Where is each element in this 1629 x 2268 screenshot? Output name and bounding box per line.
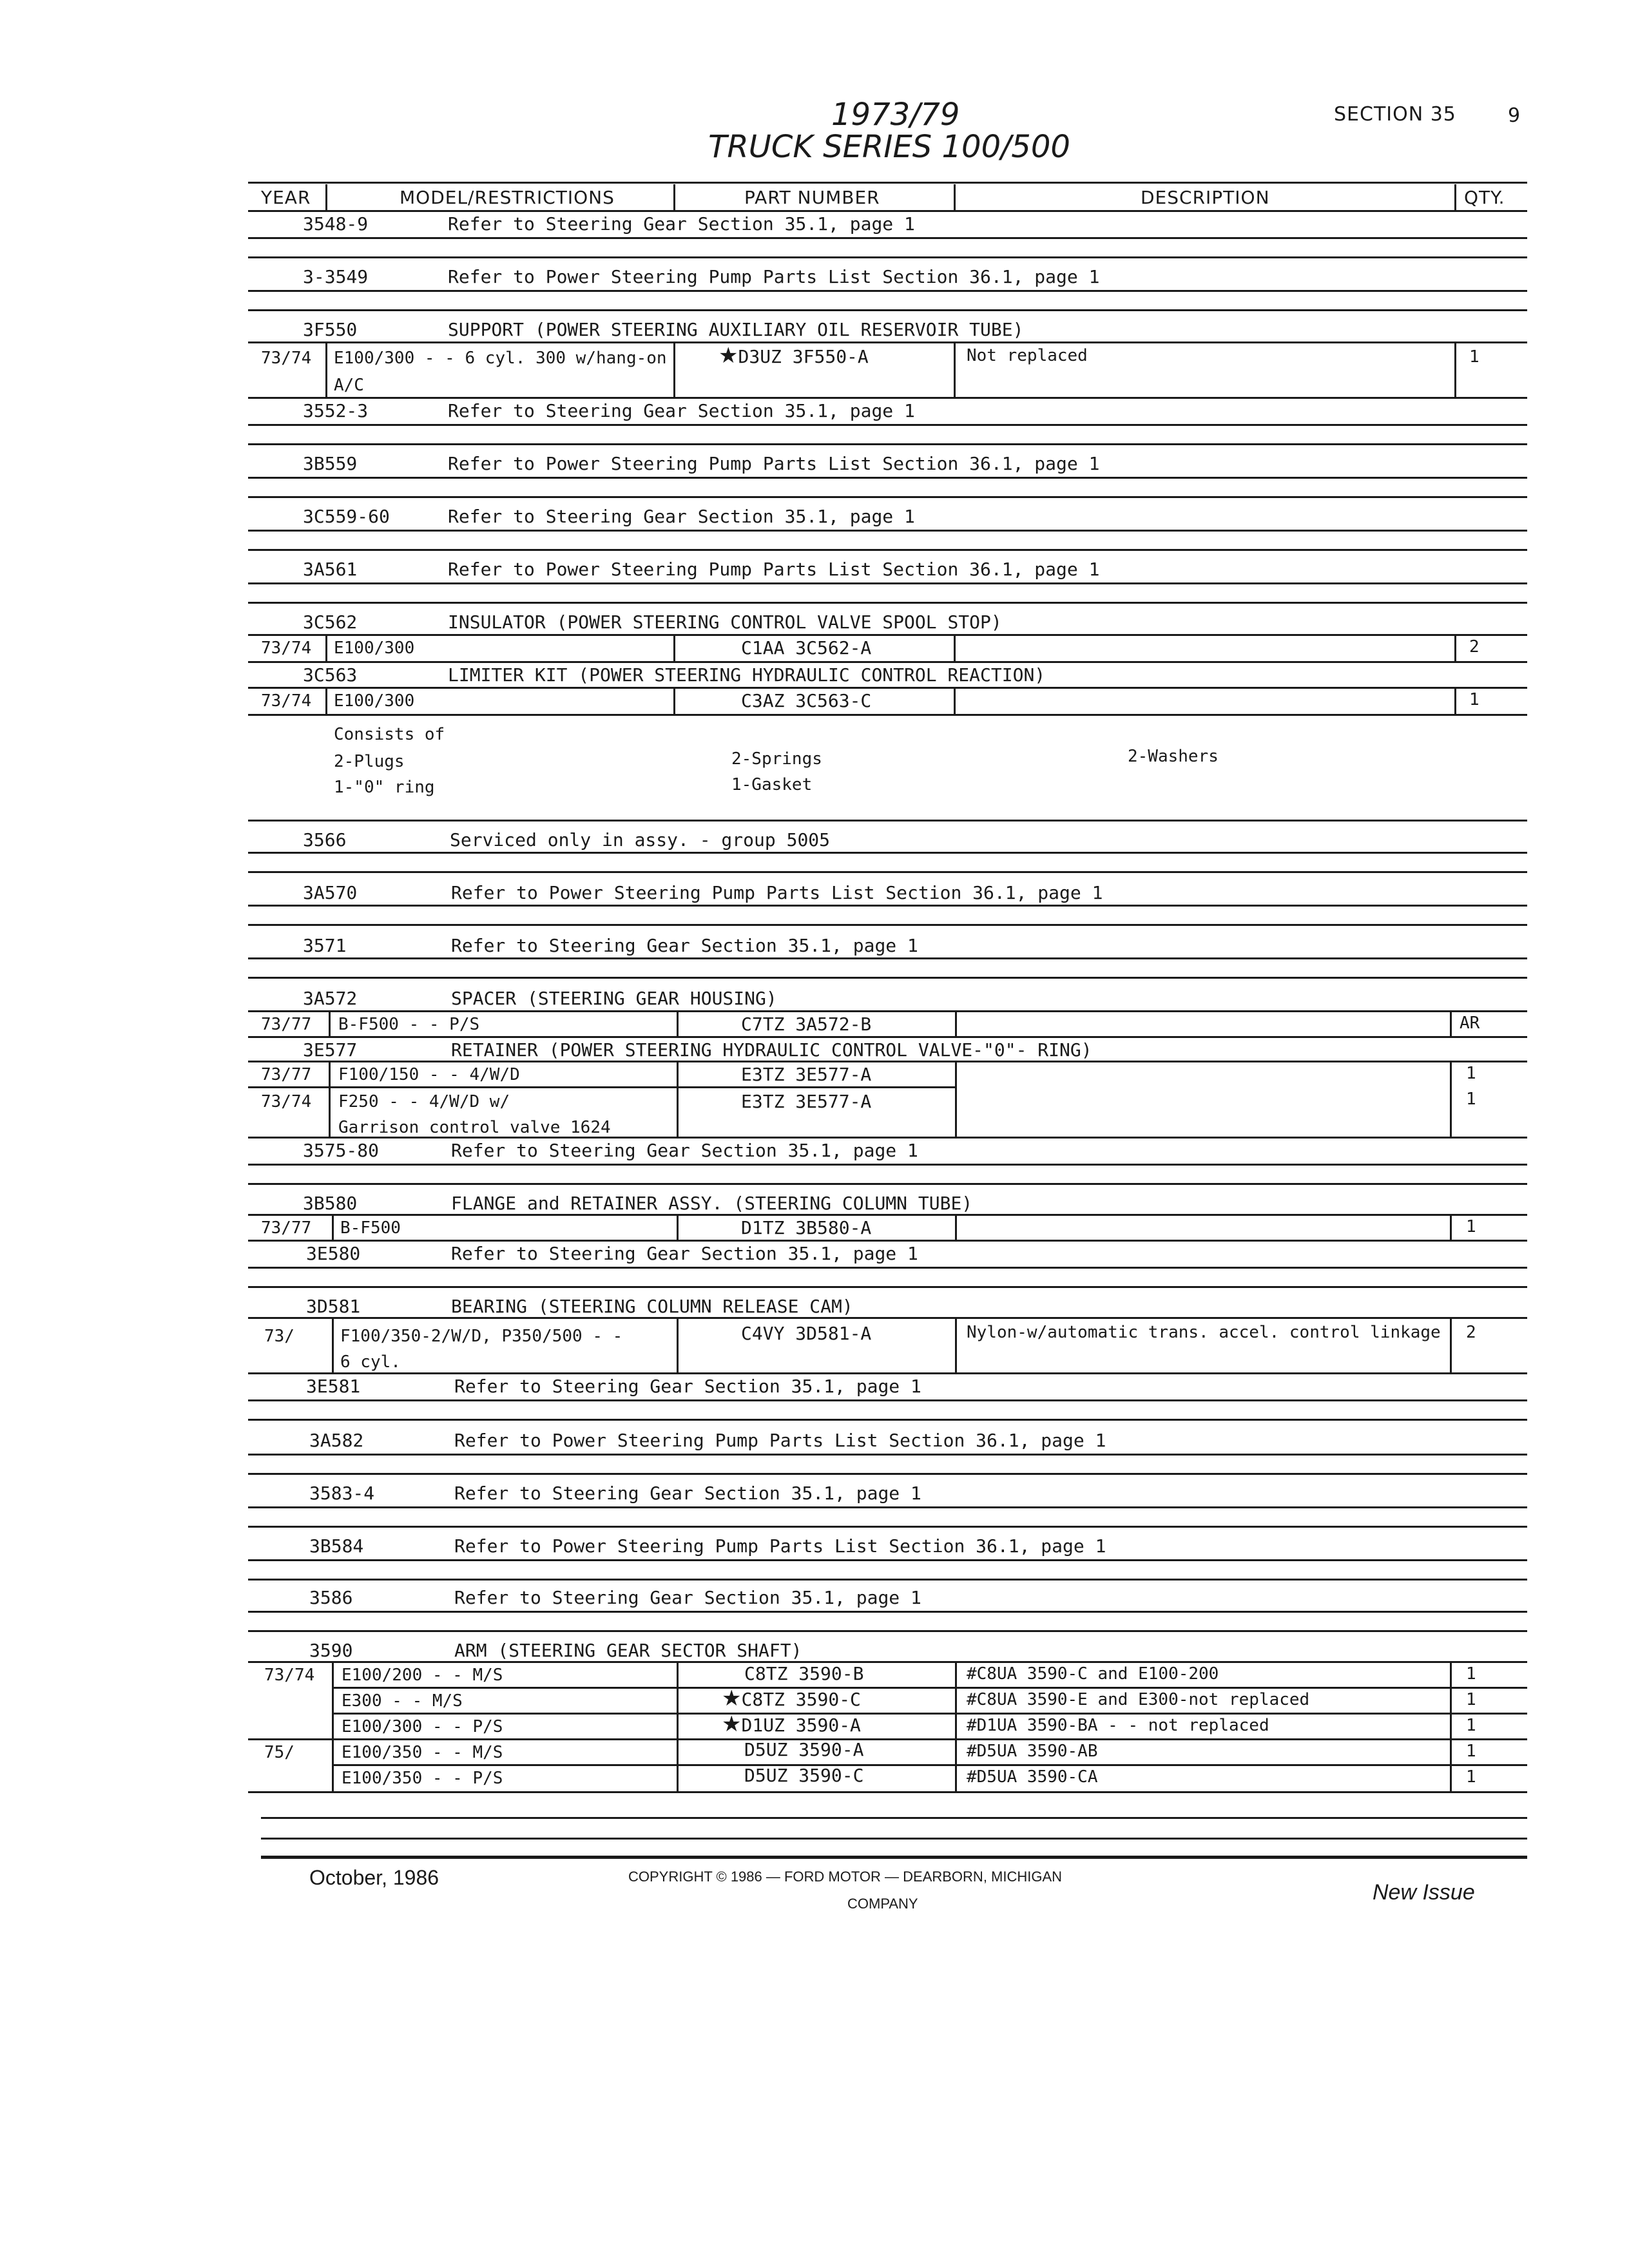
row-qty: 1 xyxy=(1469,347,1480,367)
group-title: Refer to Steering Gear Section 35.1, page 1 xyxy=(448,400,915,421)
row-model: B-F500 - - P/S xyxy=(338,1015,480,1034)
row-part-number: E3TZ 3E577-A xyxy=(741,1091,872,1112)
row-qty: 1 xyxy=(1466,1690,1476,1709)
row-year: 73/ xyxy=(264,1327,294,1346)
row-year: 75/ xyxy=(264,1743,294,1762)
row-description: #D5UA 3590-AB xyxy=(967,1742,1098,1761)
row-qty: 2 xyxy=(1469,637,1480,657)
footer-company: COMPANY xyxy=(847,1896,918,1912)
group-title: Refer to Power Steering Pump Parts List Section 36.1, page 1 xyxy=(448,453,1100,474)
basic-part-number: 3F550 xyxy=(303,319,358,340)
row-model: E100/300 - - 6 cyl. 300 w/hang-on xyxy=(334,349,667,368)
row-qty: AR xyxy=(1460,1014,1480,1033)
row-part-number: D5UZ 3590-A xyxy=(744,1739,864,1760)
basic-part-number: 3590 xyxy=(309,1640,353,1661)
row-qty: 1 xyxy=(1466,1090,1476,1109)
group-title: SUPPORT (POWER STEERING AUXILIARY OIL RESERVOIR TUBE) xyxy=(448,319,1024,340)
group-title: Refer to Power Steering Pump Parts List Section 36.1, page 1 xyxy=(448,266,1100,287)
kit-component: 2-Plugs xyxy=(334,752,405,771)
group-title: ARM (STEERING GEAR SECTOR SHAFT) xyxy=(454,1640,802,1661)
col-header-part-number: PART NUMBER xyxy=(744,187,880,208)
row-part-number: D1TZ 3B580-A xyxy=(741,1217,872,1238)
row-model: F100/350-2/W/D, P350/500 - - xyxy=(340,1327,623,1346)
col-header-qty: QTY. xyxy=(1464,187,1505,208)
row-model-cont: Garrison control valve 1624 xyxy=(338,1118,611,1137)
basic-part-number: 3B580 xyxy=(303,1193,358,1214)
table-top-rule xyxy=(248,182,1527,184)
row-year: 73/74 xyxy=(264,1666,315,1685)
row-part-number: D5UZ 3590-C xyxy=(744,1765,864,1786)
row-model: E300 - - M/S xyxy=(342,1691,463,1711)
basic-part-number: 3D581 xyxy=(306,1296,361,1317)
page-number: 9 xyxy=(1508,104,1521,127)
row-year: 73/74 xyxy=(261,1092,312,1111)
group-title: Refer to Steering Gear Section 35.1, page 1 xyxy=(454,1587,921,1608)
basic-part-number: 3E577 xyxy=(303,1039,358,1061)
row-year: 73/74 xyxy=(261,639,312,658)
col-header-description: DESCRIPTION xyxy=(1141,187,1270,208)
group-title: BEARING (STEERING COLUMN RELEASE CAM) xyxy=(451,1296,853,1317)
col-header-year: YEAR xyxy=(261,187,311,208)
group-title: Refer to Steering Gear Section 35.1, page 1 xyxy=(454,1483,921,1504)
basic-part-number: 3A570 xyxy=(303,882,358,903)
row-model: E100/300 - - P/S xyxy=(342,1717,503,1736)
kit-consists-label: Consists of xyxy=(334,725,445,744)
row-model: F100/150 - - 4/W/D xyxy=(338,1065,520,1084)
group-title: Refer to Power Steering Pump Parts List Section 36.1, page 1 xyxy=(448,559,1100,580)
group-title: FLANGE and RETAINER ASSY. (STEERING COLUMN TUBE) xyxy=(451,1193,973,1214)
group-title: Refer to Power Steering Pump Parts List Section 36.1, page 1 xyxy=(451,882,1103,903)
row-part-number: ★D1UZ 3590-A xyxy=(722,1711,861,1737)
row-qty: 1 xyxy=(1466,1742,1476,1761)
row-model: E100/300 xyxy=(334,639,415,658)
row-year: 73/77 xyxy=(261,1015,312,1034)
star-icon: ★ xyxy=(718,343,738,369)
basic-part-number: 3548-9 xyxy=(303,213,369,235)
row-qty: 2 xyxy=(1466,1323,1476,1342)
row-model: B-F500 xyxy=(340,1218,401,1238)
row-model-cont: A/C xyxy=(334,376,364,395)
row-part-number: C8TZ 3590-B xyxy=(744,1663,864,1684)
group-title: RETAINER (POWER STEERING HYDRAULIC CONTROL VALVE-"0"- RING) xyxy=(451,1039,1092,1061)
row-model: E100/350 - - P/S xyxy=(342,1769,503,1788)
row-description: #D1UA 3590-BA - - not replaced xyxy=(967,1716,1269,1735)
row-part-number: C3AZ 3C563-C xyxy=(741,690,872,711)
row-model: E100/300 xyxy=(334,691,415,711)
group-title: SPACER (STEERING GEAR HOUSING) xyxy=(451,988,777,1009)
row-model: F250 - - 4/W/D w/ xyxy=(338,1092,510,1111)
row-description: #C8UA 3590-C and E100-200 xyxy=(967,1664,1219,1684)
group-title: Refer to Power Steering Pump Parts List Section 36.1, page 1 xyxy=(454,1535,1106,1557)
footer-date: October, 1986 xyxy=(309,1866,439,1889)
row-part-number: ★C8TZ 3590-C xyxy=(722,1686,861,1711)
basic-part-number: 3571 xyxy=(303,935,347,956)
group-title: Refer to Steering Gear Section 35.1, page 1 xyxy=(448,213,915,235)
group-title: Refer to Power Steering Pump Parts List Section 36.1, page 1 xyxy=(454,1430,1106,1451)
row-part-number: C4VY 3D581-A xyxy=(741,1323,872,1344)
kit-component: 2-Washers xyxy=(1128,747,1219,766)
row-qty: 1 xyxy=(1469,690,1480,709)
basic-part-number: 3A561 xyxy=(303,559,358,580)
row-part-number: ★D3UZ 3F550-A xyxy=(718,343,869,369)
row-qty: 1 xyxy=(1466,1664,1476,1684)
row-year: 73/74 xyxy=(261,349,312,368)
star-icon: ★ xyxy=(722,1686,742,1711)
kit-component: 1-"0" ring xyxy=(334,778,435,797)
row-model: E100/200 - - M/S xyxy=(342,1666,503,1685)
basic-part-number: 3C562 xyxy=(303,611,358,633)
group-title: Refer to Steering Gear Section 35.1, page 1 xyxy=(454,1376,921,1397)
row-year: 73/74 xyxy=(261,691,312,711)
row-part-number: C1AA 3C562-A xyxy=(741,637,872,658)
basic-part-number: 3E580 xyxy=(306,1243,361,1264)
row-qty: 1 xyxy=(1466,1767,1476,1787)
basic-part-number: 3-3549 xyxy=(303,266,369,287)
row-model: E100/350 - - M/S xyxy=(342,1743,503,1762)
star-icon: ★ xyxy=(722,1711,742,1737)
basic-part-number: 3A572 xyxy=(303,988,358,1009)
kit-component: 1-Gasket xyxy=(731,775,813,794)
group-title: Serviced only in assy. - group 5005 xyxy=(450,829,831,850)
basic-part-number: 3552-3 xyxy=(303,400,369,421)
basic-part-number: 3566 xyxy=(303,829,347,850)
row-model-cont: 6 cyl. xyxy=(340,1352,401,1372)
row-qty: 1 xyxy=(1466,1064,1476,1083)
page-header-years: 1973/79 xyxy=(831,97,960,133)
kit-component: 2-Springs xyxy=(731,749,822,769)
group-title: INSULATOR (POWER STEERING CONTROL VALVE SPOOL STOP) xyxy=(448,611,1002,633)
basic-part-number: 3583-4 xyxy=(309,1483,375,1504)
row-description: #D5UA 3590-CA xyxy=(967,1767,1098,1787)
group-title: LIMITER KIT (POWER STEERING HYDRAULIC CONTROL REACTION) xyxy=(448,664,1046,686)
group-title: Refer to Steering Gear Section 35.1, page 1 xyxy=(451,1243,918,1264)
basic-part-number: 3C559-60 xyxy=(303,506,390,527)
group-title: Refer to Steering Gear Section 35.1, page 1 xyxy=(448,506,915,527)
row-description: Nylon-w/automatic trans. accel. control linkage xyxy=(967,1323,1441,1342)
footer-status: New Issue xyxy=(1373,1880,1475,1905)
basic-part-number: 3E581 xyxy=(306,1376,361,1397)
footer-copyright: COPYRIGHT © 1986 — FORD MOTOR — DEARBORN, MICHIGAN xyxy=(628,1869,1063,1885)
col-header-model: MODEL/RESTRICTIONS xyxy=(400,187,615,208)
row-qty: 1 xyxy=(1466,1217,1476,1236)
row-description: Not replaced xyxy=(967,346,1088,365)
row-qty: 1 xyxy=(1466,1716,1476,1735)
basic-part-number: 3C563 xyxy=(303,664,358,686)
group-title: Refer to Steering Gear Section 35.1, page 1 xyxy=(451,935,918,956)
basic-part-number: 3B559 xyxy=(303,453,358,474)
row-year: 73/77 xyxy=(261,1065,312,1084)
footer-rule xyxy=(261,1856,1527,1859)
section-label: SECTION 35 xyxy=(1334,103,1456,126)
basic-part-number: 3575-80 xyxy=(303,1140,380,1161)
basic-part-number: 3A582 xyxy=(309,1430,364,1451)
row-part-number: E3TZ 3E577-A xyxy=(741,1064,872,1085)
row-description: #C8UA 3590-E and E300-not replaced xyxy=(967,1690,1310,1709)
row-part-number: C7TZ 3A572-B xyxy=(741,1014,872,1035)
row-year: 73/77 xyxy=(261,1218,312,1238)
group-title: Refer to Steering Gear Section 35.1, page 1 xyxy=(451,1140,918,1161)
basic-part-number: 3586 xyxy=(309,1587,353,1608)
page-title: TRUCK SERIES 100/500 xyxy=(708,129,1070,165)
basic-part-number: 3B584 xyxy=(309,1535,364,1557)
